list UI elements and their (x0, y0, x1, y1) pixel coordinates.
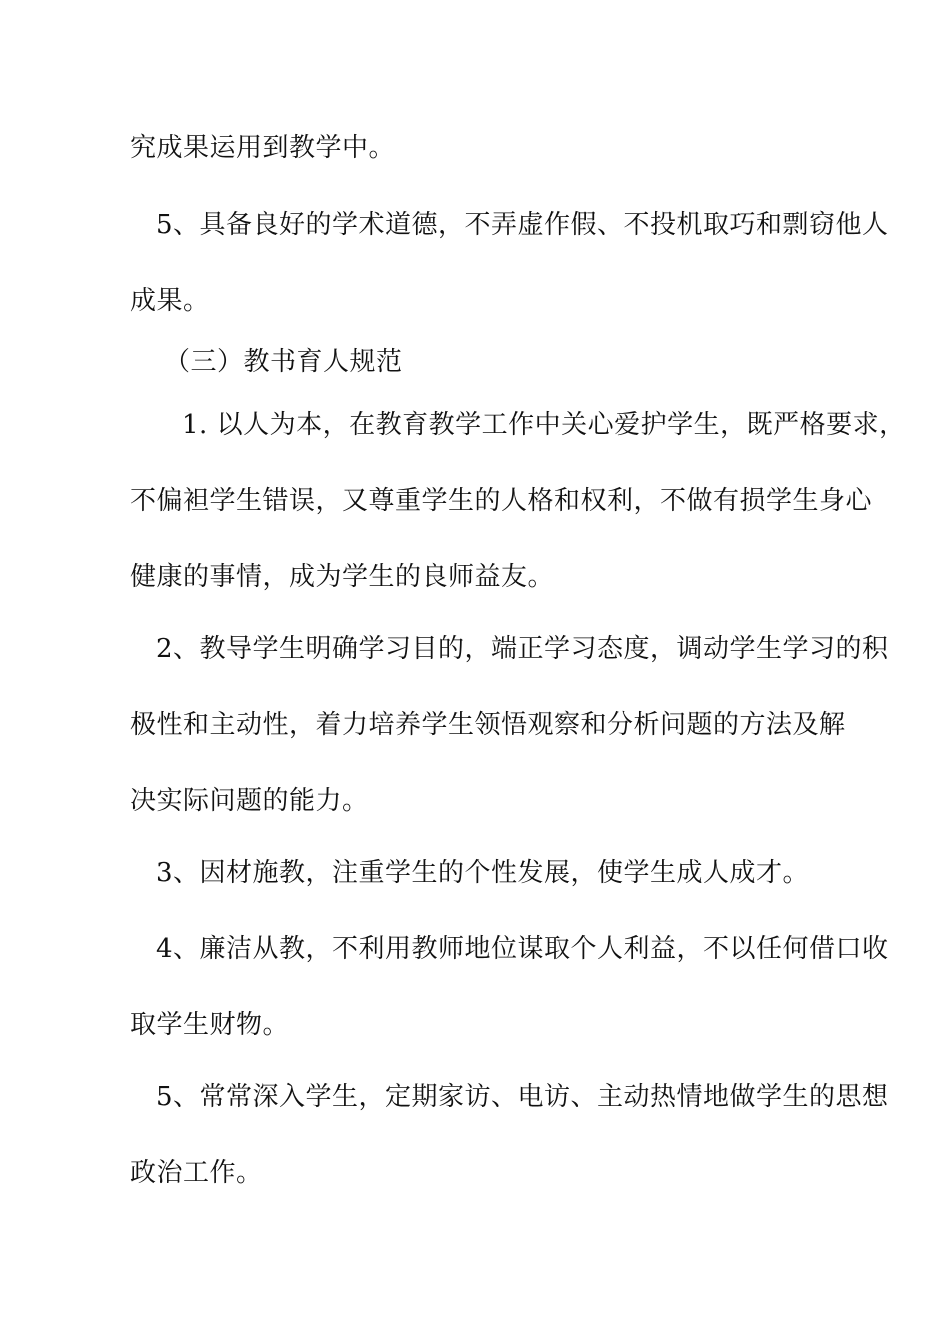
paragraph-line: 4、廉洁从教，不利用教师地位谋取个人利益，不以任何借口收 (156, 934, 889, 964)
paragraph-line: 政治工作。 (130, 1158, 263, 1188)
section-heading: （三）教书育人规范 (164, 347, 403, 377)
paragraph-line: 健康的事情，成为学生的良师益友。 (130, 562, 555, 592)
paragraph-line: 成果。 (130, 286, 210, 316)
paragraph-line: 5、具备良好的学术道德，不弄虚作假、不投机取巧和剽窃他人 (156, 210, 889, 240)
paragraph-line: 不偏袒学生错误，又尊重学生的人格和权利，不做有损学生身心 (130, 486, 873, 516)
paragraph-line: 2、教导学生明确学习目的，端正学习态度，调动学生学习的积 (156, 634, 889, 664)
paragraph-line: 极性和主动性，着力培养学生领悟观察和分析问题的方法及解 (130, 710, 846, 740)
paragraph-line: 3、因材施教，注重学生的个性发展，使学生成人成才。 (156, 858, 810, 888)
paragraph-line: 1. 以人为本，在教育教学工作中关心爱护学生，既严格要求， (182, 410, 906, 440)
paragraph-line: 究成果运用到教学中。 (130, 133, 396, 163)
paragraph-line: 5、常常深入学生，定期家访、电访、主动热情地做学生的思想 (156, 1082, 889, 1112)
paragraph-line: 决实际问题的能力。 (130, 786, 369, 816)
paragraph-line: 取学生财物。 (130, 1010, 290, 1040)
